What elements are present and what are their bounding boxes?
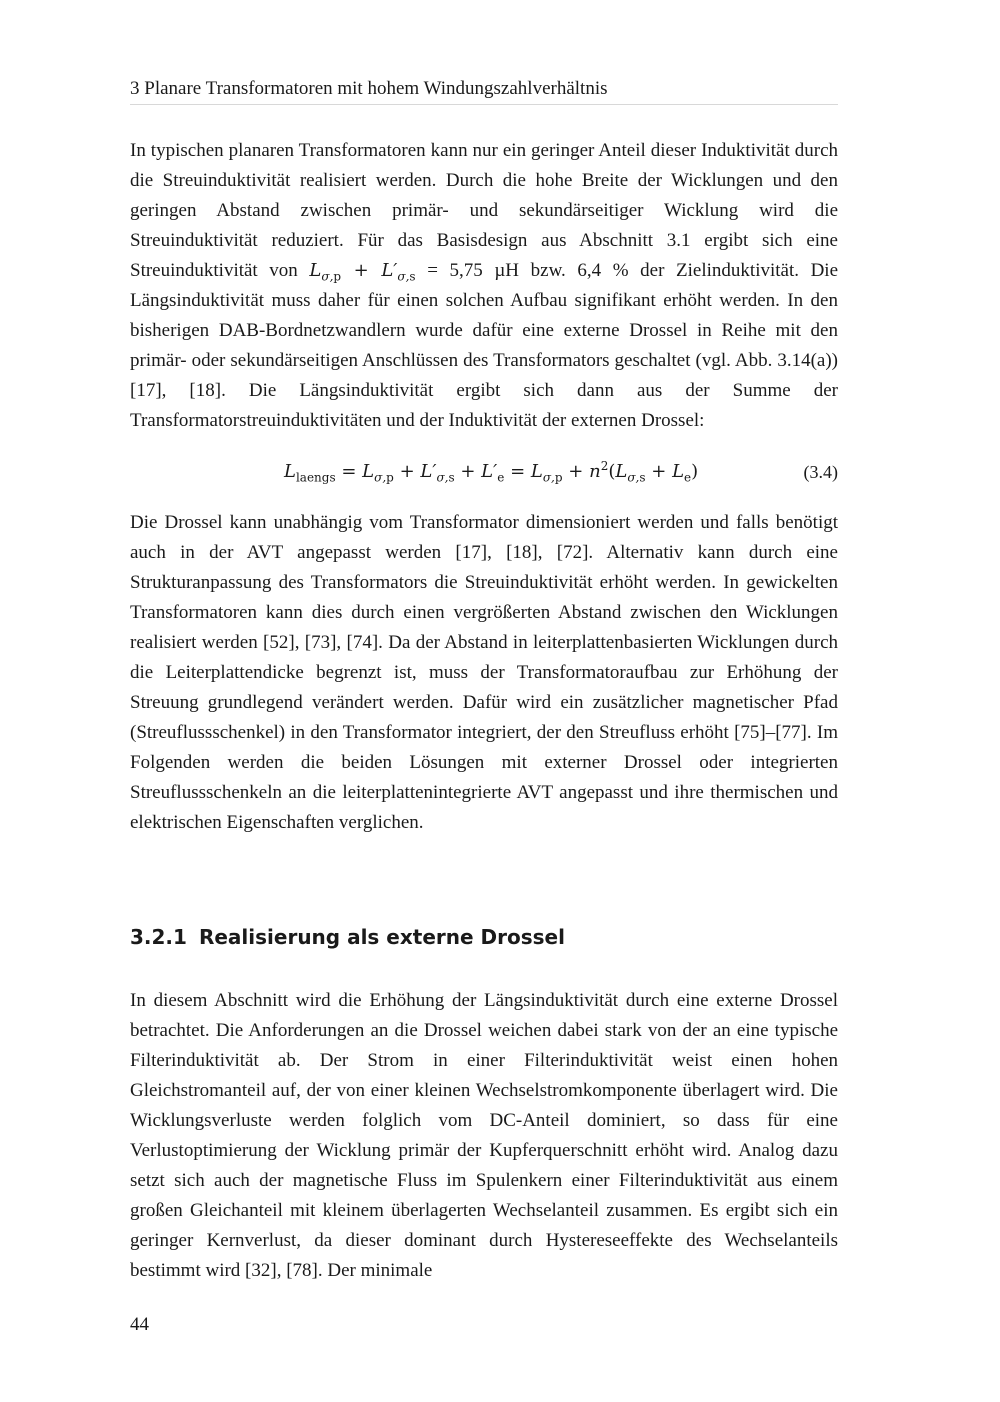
section-number: 3.2.1 — [130, 925, 187, 949]
equation-3-4 — [130, 455, 838, 489]
paragraph-drossel: Die Drossel kann unabhängig vom Transformator dimensioniert werden und falls benötigt auch in der AVT angepasst werden [17], [18], [72]. Alternativ kann durch eine Strukturanpassung des Transformators die Streuinduktivität erhöht werden. In gewickelten Transformatoren kann dies durch einen vergrößerten Abstand zwischen den Wicklungen realisiert werden [52], [73], [74]. Da der Abstand in leiterplattenbasierten Wicklungen durch die Leiterplattendicke begrenzt ist, muss der Transformatoraufbau zur Erhöhung der Streuung grundlegend verändert werden. Dafür wird ein zusätzlicher magnetischer Pfad (Streuflussschenkel) in den Transformator integriert, der den Streufluss erhöht [75]–[77]. Im Folgenden werden die beiden Lösungen mit externer Drossel oder integrierten Streuflussschenkeln an die leiterplattenintegrierte AVT angepasst und ihre thermischen und elektrischen Eigenschaften verglichen. — [130, 512, 838, 833]
equation-number: (3.4) — [803, 462, 838, 482]
paragraph-externe-drossel: In diesem Abschnitt wird die Erhöhung der Längsinduktivität durch eine externe Drossel betrachtet. Die Anforderungen an die Drossel weichen dabei stark von der an eine typische Filterinduktivität ab. Der Strom in einer Filterinduktivität weist einen hohen Gleichstromanteil auf, der von einer kleinen Wechselstromkomponente überlagert wird. Die Wicklungsverluste werden folglich vom DC-Anteil dominiert, so dass für eine Verlustoptimierung der Wicklung primär der Kupferquerschnitt erhöht wird. Analog dazu setzt sich auch der magnetische Fluss im Spulenkern einer Filterinduktivität aus einem großen Gleichanteil mit kleinem überlagerten Wechselanteil zusammen. Es ergibt sich ein geringer Kernverlust, da dieser dominant durch Hystereseeffekte des Wechselanteils bestimmt wird [32], [78]. Der minimale — [130, 990, 838, 1281]
section-heading — [130, 922, 838, 952]
running-header: 3 Planare Transformatoren mit hohem Windungszahlverhältnis — [130, 76, 838, 105]
paragraph-streuinduktivitaet — [130, 136, 838, 436]
page-number: 44 — [130, 1314, 149, 1335]
inline-formula-value: = 5,75 µH — [427, 260, 520, 281]
section-title: Realisierung als externe Drossel — [198, 925, 565, 949]
inline-formula-leakage: $L_{\sigma,p} + L'_{\sigma,s}$ — [309, 260, 416, 284]
paragraph-text-a: In typischen planaren Transformatoren kann nur ein geringer Anteil dieser Induktivität durch die Streuinduktivität realisiert werden. Durch die hohe Breite der Wicklungen und den geringen Abstand zwischen primär- und sekundärseitiger Wicklung wird die Streuinduktivität reduziert. Für das Basisdesign aus Abschnitt 3.1 ergibt sich eine Streuinduktivität von — [130, 140, 838, 281]
paragraph-text-b: bzw. 6,4 % der Zielinduktivität. Die Längsinduktivität muss daher für einen solchen Aufbau signifikant erhöht werden. In den bisherigen DAB-Bordnetzwandlern wurde dafür eine externe Drossel in Reihe mit den primär- oder sekundärseitigen Anschlüssen des Transformators geschaltet (vgl. Abb. 3.14(a)) [17], [18]. Die Längsinduktivität ergibt sich dann aus der Summe der Transformatorstreuinduktivitäten und der Induktivität der externen Drossel: — [130, 260, 839, 431]
equation-body: $L_{laengs} = L_{\sigma,p} + L'_{\sigma,s} + L'_e = L_{\sigma,p} + n^2(L_{\sigma,s} + L_e)$ — [284, 459, 699, 485]
